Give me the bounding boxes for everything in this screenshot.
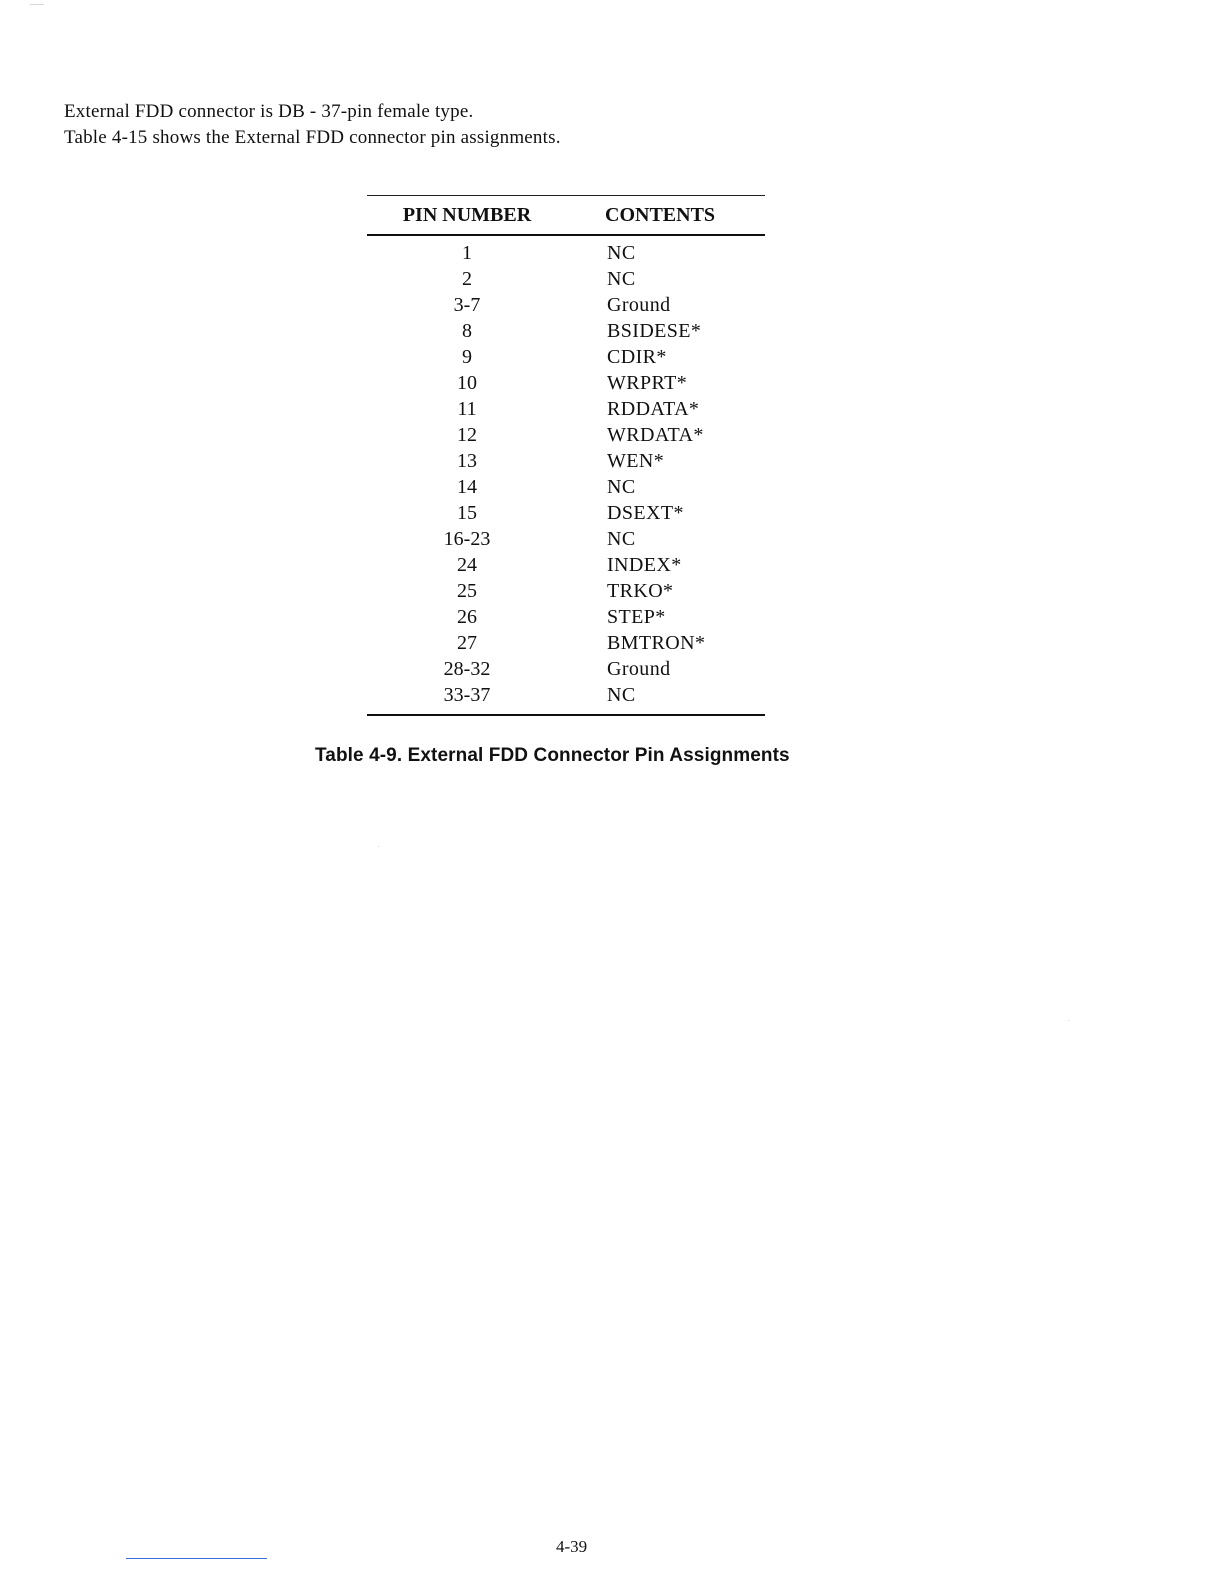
contents-cell: RDDATA* [607, 398, 700, 420]
contents-cell: WRPRT* [607, 372, 688, 394]
pin-number-cell: 8 [462, 320, 472, 342]
contents-cell: Ground [607, 658, 671, 680]
table-row [367, 344, 765, 370]
footer-rule [126, 1558, 267, 1559]
table-row [367, 235, 765, 266]
table-row [367, 526, 765, 552]
contents-cell: NC [607, 268, 636, 290]
contents-cell: DSEXT* [607, 502, 684, 524]
pin-number-cell: 28-32 [443, 658, 491, 680]
contents-cell: WRDATA* [607, 424, 704, 446]
pin-number-cell: 26 [457, 606, 477, 628]
table-row [367, 448, 765, 474]
pin-assignment-table [367, 195, 765, 716]
contents-cell: Ground [607, 294, 671, 316]
table-row [367, 656, 765, 682]
contents-cell: NC [607, 528, 636, 550]
table-row [367, 500, 765, 526]
pin-number-cell: 2 [462, 268, 472, 290]
pin-number-cell: 11 [457, 398, 477, 420]
contents-cell: BSIDESE* [607, 320, 702, 342]
contents-cell: CDIR* [607, 346, 667, 368]
table-row [367, 292, 765, 318]
header-pin-number: PIN NUMBER [402, 203, 532, 226]
pin-number-cell: 1 [462, 242, 472, 264]
table-caption: Table 4-9. External FDD Connector Pin Assignments [315, 745, 790, 766]
pin-number-cell: 24 [457, 554, 477, 576]
table-row [367, 552, 765, 578]
pin-number-cell: 9 [462, 346, 472, 368]
table-row [367, 604, 765, 630]
pin-number-cell: 10 [457, 372, 477, 394]
table-body [367, 235, 765, 715]
contents-cell: BMTRON* [607, 632, 706, 654]
table-row [367, 682, 765, 715]
pin-number-cell: 12 [457, 424, 477, 446]
pin-number-cell: 13 [457, 450, 477, 472]
scan-speck [1068, 1020, 1069, 1021]
pin-number-cell: 16-23 [443, 528, 491, 550]
table-row [367, 578, 765, 604]
table-row [367, 474, 765, 500]
contents-cell: TRKO* [607, 580, 674, 602]
table-row [367, 370, 765, 396]
table-row [367, 396, 765, 422]
header-contents: CONTENTS [605, 203, 716, 226]
table-row [367, 318, 765, 344]
table-header [367, 196, 765, 236]
table-row [367, 266, 765, 292]
contents-cell: NC [607, 476, 636, 498]
intro-line-2: Table 4-15 shows the External FDD connector pin assignments. [64, 127, 561, 148]
page-number: 4-39 [556, 1537, 588, 1556]
contents-cell: INDEX* [607, 554, 682, 576]
contents-cell: STEP* [607, 606, 666, 628]
pin-number-cell: 14 [457, 476, 477, 498]
table-row [367, 630, 765, 656]
table-header-row [367, 196, 765, 236]
pin-number-cell: 15 [457, 502, 477, 524]
intro-text [64, 99, 561, 151]
page-corner-mark [30, 4, 44, 5]
intro-line-1: External FDD connector is DB - 37-pin female type. [64, 101, 474, 122]
scan-speck [378, 846, 379, 847]
contents-cell: NC [607, 242, 636, 264]
contents-cell: NC [607, 684, 636, 706]
pin-number-cell: 3-7 [453, 294, 481, 316]
pin-number-cell: 25 [457, 580, 477, 602]
pin-number-cell: 33-37 [443, 684, 491, 706]
pin-number-cell: 27 [457, 632, 477, 654]
table-row [367, 422, 765, 448]
contents-cell: WEN* [607, 450, 665, 472]
